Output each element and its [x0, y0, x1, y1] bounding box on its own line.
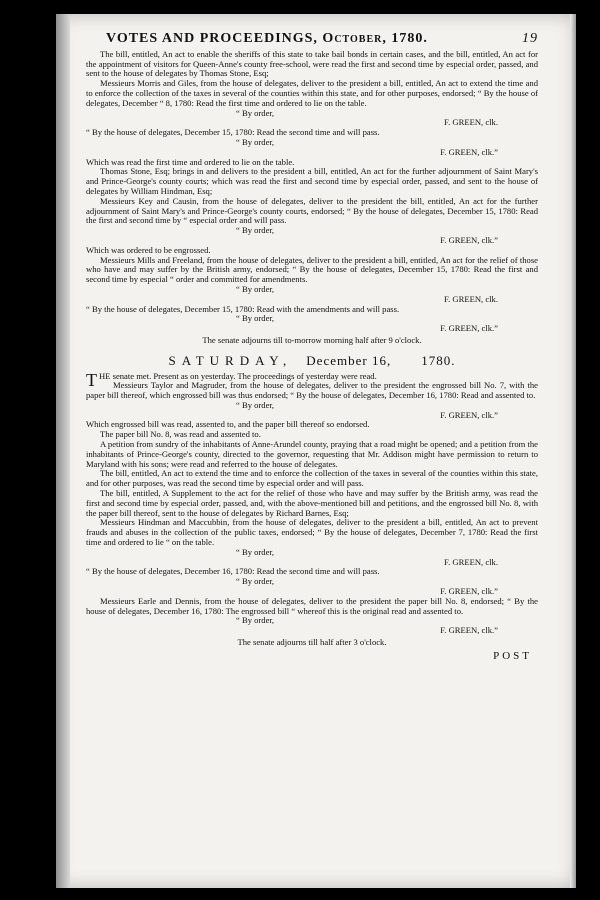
clerk-signature — [86, 626, 538, 636]
paragraph: “ By the house of delegates, December 15, 1780: Read with the amendments and will pass. — [86, 303, 400, 314]
paragraph: Which engrossed bill was read, assented to, and the paper bill thereof so endorsed. — [86, 419, 370, 430]
paragraph: “ By the house of delegates, December 15, 1780: Read the second time and will pass. — [86, 127, 380, 138]
paragraph: Messieurs Morris and Giles, from the house of delegates, deliver to the president a bill, entitled, An act to extend the time and to enforce the collection of the taxes in several of the counties within this state, and for other purposes, endorsed; “ By the house of delegates, December “ 8, 1780: Read the first time and ordered to lie on the table. — [86, 78, 538, 108]
paragraph: Thomas Stone, Esq; brings in and delivers to the president a bill, entitled, An act for the further adjournment of Saint Mary's and Prince-George's county courts; which was read the first and second time by especial order, passed, and sent to the house of delegates by William Hindman, Esq; — [86, 166, 538, 196]
day-year: 1780. — [421, 352, 456, 368]
adjournment-line: The senate adjourns till to-morrow morning half after 9 o'clock. — [202, 334, 422, 345]
paragraph: Messieurs Taylor and Magruder, from the house of delegates, deliver to the president the engrossed bill No. 7, with the paper bill thereof, which engrossed bill was thus endorsed; “ By the house of delegates, December 16, 1780: Read and assented to. — [86, 380, 538, 401]
by-order-line: “ By order, — [236, 399, 275, 410]
by-order-line: “ By order, — [236, 107, 275, 118]
by-order-line: “ By order, — [236, 313, 275, 324]
day-heading — [86, 352, 538, 368]
adjournment-line: The senate adjourns till half after 3 o'clock. — [237, 637, 387, 648]
by-order-line: “ By order, — [236, 225, 275, 236]
page-title: VOTES AND PROCEEDINGS, October, 1780. — [106, 31, 428, 46]
paragraph: Which was ordered to be engrossed. — [86, 244, 211, 255]
day-weekday: SATURDAY, — [168, 352, 293, 368]
by-order-line: “ By order, — [236, 546, 275, 557]
running-head — [86, 31, 538, 46]
page-edge — [570, 14, 576, 888]
signature-name: F. GREEN, clk. — [444, 117, 498, 128]
signature-name: F. GREEN, clk. — [444, 556, 498, 567]
paragraph: The paper bill No. 8, was read and assented to. — [100, 429, 261, 440]
signature-name: F. GREEN, clk.” — [440, 586, 498, 597]
paragraph: Messieurs Key and Causin, from the house of delegates, deliver to the president the bill, entitled, An act for the further adjournment of Saint Mary's and Prince-George's county courts, endorsed; “ By the house of delegates, December 15, 1780: Read the first and second time by “ especial order and will pass. — [86, 195, 538, 226]
signature-name: F. GREEN, clk.” — [440, 625, 498, 636]
drop-cap: T — [86, 369, 97, 390]
paragraph: The bill, entitled, A Supplement to the act for the relief of those who have and may suffer by the British army, was read the first and second time by especial order, passed, and, with the above-mentioned bill and petitions, and the engrossed bill No. 8, with the paper bill thereof, sent to the house of delegates by Richard Barnes, Esq; — [86, 488, 538, 518]
paragraph: Which was read the first time and ordered to lie on the table. — [86, 156, 295, 167]
binding-gutter — [56, 14, 70, 888]
signature-name: F. GREEN, clk.” — [440, 146, 498, 157]
document-page — [56, 14, 576, 888]
signature-name: F. GREEN, clk.” — [440, 409, 498, 420]
paragraph-text: HE senate met. Present as on yesterday. The proceedings of yesterday were read. — [99, 370, 377, 381]
catchword: POST — [493, 649, 532, 662]
proceedings-friday — [86, 50, 538, 346]
page-number: 19 — [522, 31, 538, 46]
paragraph: “ By the house of delegates, December 16, 1780: Read the second time and will pass. — [86, 566, 380, 577]
paragraph: Messieurs Mills and Freeland, from the house of delegates, deliver to the president a bill, entitled, An act for the relief of those who have and may suffer by the British army, endorsed; “ By the house of delegates, December 15, 1780: Read the first and second time by especial “ order and committed for amendments. — [86, 254, 538, 285]
paragraph: The bill, entitled, An act to extend the time and to enforce the collection of the taxes in several of the counties within this state, and for other purposes, was read the second time by especial order and will pass. — [86, 468, 538, 489]
signature-name: F. GREEN, clk.” — [440, 234, 498, 245]
paragraph: The bill, entitled, An act to enable the sheriffs of this state to take bail bonds in certain cases, and the bill, entitled, An act for the appointment of visitors for Queen-Anne's county free-school, were read the first and second time by especial order, passed, and sent to the house of delegates by Thomas Stone, Esq; — [86, 48, 538, 79]
paragraph: Messieurs Earle and Dennis, from the house of delegates, deliver to the president the paper bill No. 8, endorsed; “ By the house of delegates, December 16, 1780: The engrossed bill “ whereof this is the original read and assented to. — [86, 595, 538, 616]
page-content — [86, 31, 538, 662]
signature-name: F. GREEN, clk. — [444, 293, 498, 304]
by-order-line: “ By order, — [236, 576, 275, 587]
by-order-line: “ By order, — [236, 136, 275, 147]
paragraph: Messieurs Hindman and Maccubbin, from the house of delegates, deliver to the president a bill, entitled, An act to prevent frauds and abuses in the collection of the public taxes, endorsed; “ By the house of delegates, December 7, 1780: Read the first time and ordered to lie “ on the table. — [86, 517, 538, 548]
paragraph: A petition from sundry of the inhabitants of Anne-Arundel county, praying that a road might be opened; and a petition from the inhabitants of Prince-George's county, directed to the governor, requesting that Mr. Addison might have permission to return to Maryland with his sons; were read and referred to the house of delegates. — [86, 439, 538, 469]
proceedings-saturday — [86, 369, 538, 648]
clerk-signature — [86, 324, 538, 334]
by-order-line: “ By order, — [236, 615, 275, 626]
by-order-line: “ By order, — [236, 283, 275, 294]
signature-name: F. GREEN, clk.” — [440, 323, 498, 334]
day-date: December 16, — [306, 352, 392, 368]
